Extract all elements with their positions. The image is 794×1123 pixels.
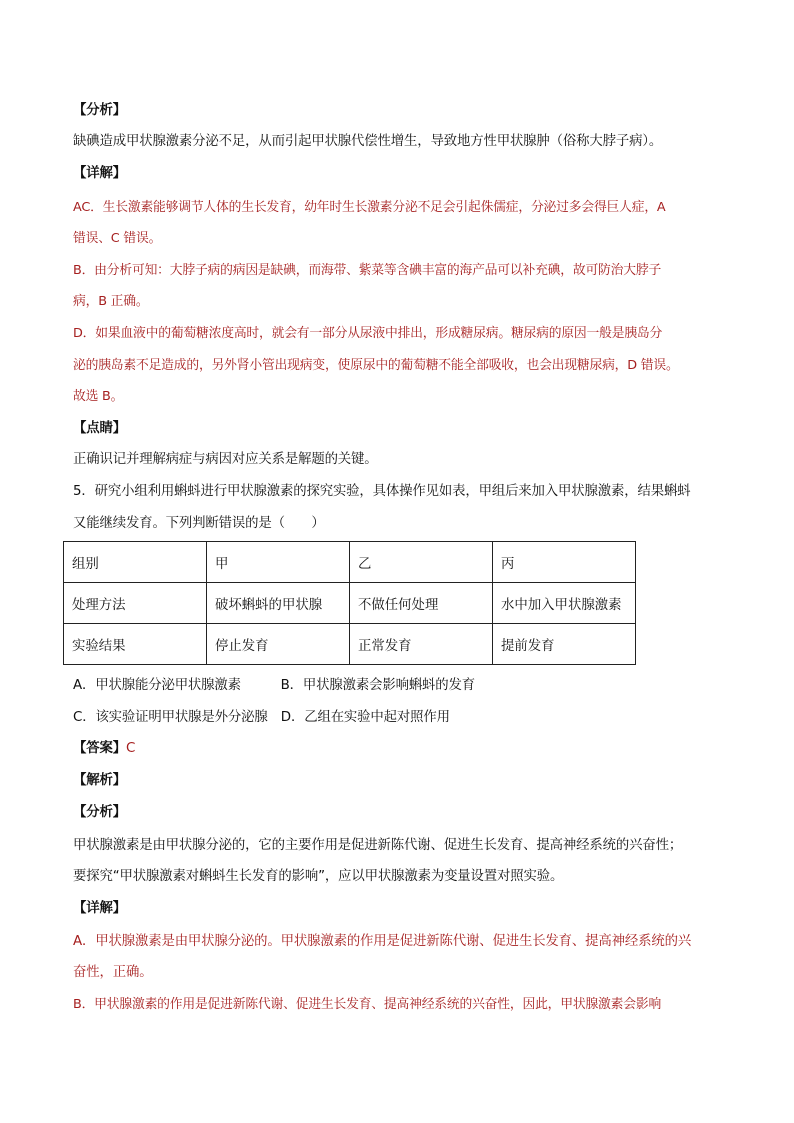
table-row bbox=[64, 542, 636, 583]
analysis-2-line-1: 甲状腺激素是由甲状腺分泌的，它的主要作用是促进新陈代谢、促进生长发育、提高神经系统的兴奋性； bbox=[73, 838, 683, 853]
section-heading-explanation: 【解析】 bbox=[73, 773, 126, 788]
detail-2-a-line-2: 奋性，正确。 bbox=[73, 965, 153, 980]
section-heading-analysis: 【分析】 bbox=[73, 103, 126, 118]
option-c-d: C．该实验证明甲状腺是外分泌腺 D．乙组在实验中起对照作用 bbox=[73, 710, 450, 725]
detail-conclusion: 故选 B。 bbox=[73, 389, 124, 404]
detail-ac-line-2: 错误、C 错误。 bbox=[73, 231, 162, 246]
table-cell: 水中加入甲状腺激素 bbox=[493, 583, 636, 624]
option-a-b: A．甲状腺能分泌甲状腺激素 B．甲状腺激素会影响蝌蚪的发育 bbox=[73, 678, 476, 693]
detail-ac-line-1: AC．生长激素能够调节人体的生长发育，幼年时生长激素分泌不足会引起侏儒症，分泌过多会得巨人症，A bbox=[73, 200, 666, 215]
table-cell: 实验结果 bbox=[64, 624, 207, 665]
table-row bbox=[64, 624, 636, 665]
table-cell: 丙 bbox=[493, 542, 636, 583]
section-heading-analysis-2: 【分析】 bbox=[73, 805, 126, 820]
table-cell: 破坏蝌蚪的甲状腺 bbox=[207, 583, 350, 624]
remark-text: 正确识记并理解病症与病因对应关系是解题的关键。 bbox=[73, 452, 378, 467]
section-heading-detail-2: 【详解】 bbox=[73, 901, 126, 916]
question-5-line-1: 5．研究小组利用蝌蚪进行甲状腺激素的探究实验，具体操作见如表，甲组后来加入甲状腺激素，结果蝌蚪 bbox=[73, 484, 691, 499]
detail-2-b-line-1: B．甲状腺激素的作用是促进新陈代谢、促进生长发育、提高神经系统的兴奋性，因此，甲状腺激素会影响 bbox=[73, 997, 662, 1012]
answer-text: 【答案】C bbox=[73, 741, 136, 756]
section-heading-remark: 【点睛】 bbox=[73, 421, 126, 436]
table-cell: 不做任何处理 bbox=[350, 583, 493, 624]
section-heading-detail: 【详解】 bbox=[73, 166, 126, 181]
detail-d-line-1: D．如果血液中的葡萄糖浓度高时，就会有一部分从尿液中排出，形成糖尿病。糖尿病的原因一般是胰岛分 bbox=[73, 326, 663, 341]
question-5-line-2: 又能继续发育。下列判断错误的是（ ） bbox=[73, 516, 325, 531]
table-cell: 正常发育 bbox=[350, 624, 493, 665]
detail-2-a-line-1: A．甲状腺激素是由甲状腺分泌的。甲状腺激素的作用是促进新陈代谢、促进生长发育、提高神经系统的兴 bbox=[73, 934, 692, 949]
detail-b-line-1: B．由分析可知：大脖子病的病因是缺碘，而海带、紫菜等含碘丰富的海产品可以补充碘，故可防治大脖子 bbox=[73, 263, 662, 278]
table-cell: 提前发育 bbox=[493, 624, 636, 665]
table-cell: 甲 bbox=[207, 542, 350, 583]
analysis-text: 缺碘造成甲状腺激素分泌不足，从而引起甲状腺代偿性增生，导致地方性甲状腺肿（俗称大脖子病）。 bbox=[73, 134, 663, 149]
table-cell: 乙 bbox=[350, 542, 493, 583]
table-cell: 停止发育 bbox=[207, 624, 350, 665]
analysis-2-line-2: 要探究“甲状腺激素对蝌蚪生长发育的影响”，应以甲状腺激素为变量设置对照实验。 bbox=[73, 869, 564, 884]
table-cell: 处理方法 bbox=[64, 583, 207, 624]
experiment-table bbox=[63, 541, 636, 665]
table-row bbox=[64, 583, 636, 624]
answer-label bbox=[73, 739, 733, 759]
table-cell: 组别 bbox=[64, 542, 207, 583]
detail-b-line-2: 病，B 正确。 bbox=[73, 294, 149, 309]
detail-d-line-2: 泌的胰岛素不足造成的，另外肾小管出现病变，使原尿中的葡萄糖不能全部吸收，也会出现糖尿病，D 错误。 bbox=[73, 358, 679, 373]
